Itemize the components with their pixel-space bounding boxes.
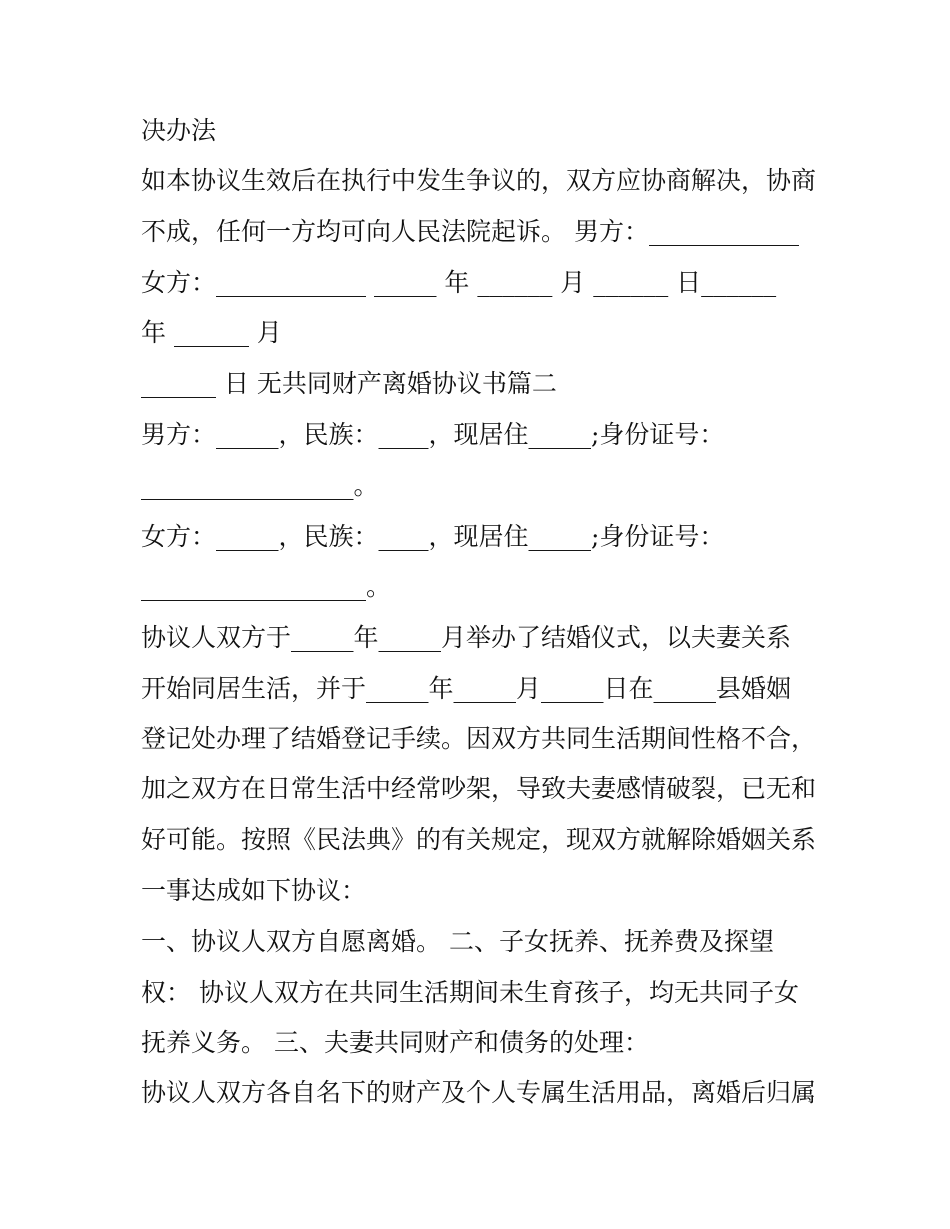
text-line: 开始同居生活，并于_____年_____月_____日在_____县婚姻 bbox=[141, 674, 792, 703]
text-line: 权： 协议人双方在共同生活期间未生育孩子，均无共同子女 bbox=[141, 978, 799, 1007]
text-line: 好可能。按照《民法典》的有关规定，现双方就解除婚姻关系 bbox=[141, 825, 817, 854]
text-line: _________________。 bbox=[141, 471, 379, 500]
text-line: 决办法 bbox=[141, 116, 217, 145]
text-line: 年 ______ 月 bbox=[141, 318, 282, 347]
text-line: 女方：_____，民族：____，现居住_____;身份证号： bbox=[141, 522, 725, 551]
text-line: 不成，任何一方均可向人民法院起诉。 男方：____________ bbox=[141, 217, 799, 246]
text-line: 协议人双方于_____年_____月举办了结婚仪式，以夫妻关系 bbox=[141, 623, 792, 652]
text-line: __________________。 bbox=[141, 572, 392, 601]
text-line: 加之双方在日常生活中经常吵架，导致夫妻感情破裂，已无和 bbox=[141, 774, 817, 803]
text-line: 登记处办理了结婚登记手续。因双方共同生活期间性格不合， bbox=[141, 724, 817, 753]
text-line: 如本协议生效后在执行中发生争议的，双方应协商解决，协商 bbox=[141, 166, 817, 195]
text-line: ______ 日 无共同财产离婚协议书篇二 bbox=[141, 369, 557, 398]
text-line: 女方：____________ _____ 年 ______ 月 ______ 日______ bbox=[141, 268, 777, 297]
text-line: 协议人双方各自名下的财产及个人专属生活用品，离婚后归属 bbox=[141, 1078, 817, 1107]
text-line: 抚养义务。 三、夫妻共同财产和债务的处理： bbox=[141, 1028, 649, 1057]
text-line: 男方：_____，民族：____，现居住_____;身份证号： bbox=[141, 420, 725, 449]
text-line: 一事达成如下协议： bbox=[141, 876, 367, 905]
text-line: 一、协议人双方自愿离婚。 二、子女抚养、抚养费及探望 bbox=[141, 927, 774, 956]
